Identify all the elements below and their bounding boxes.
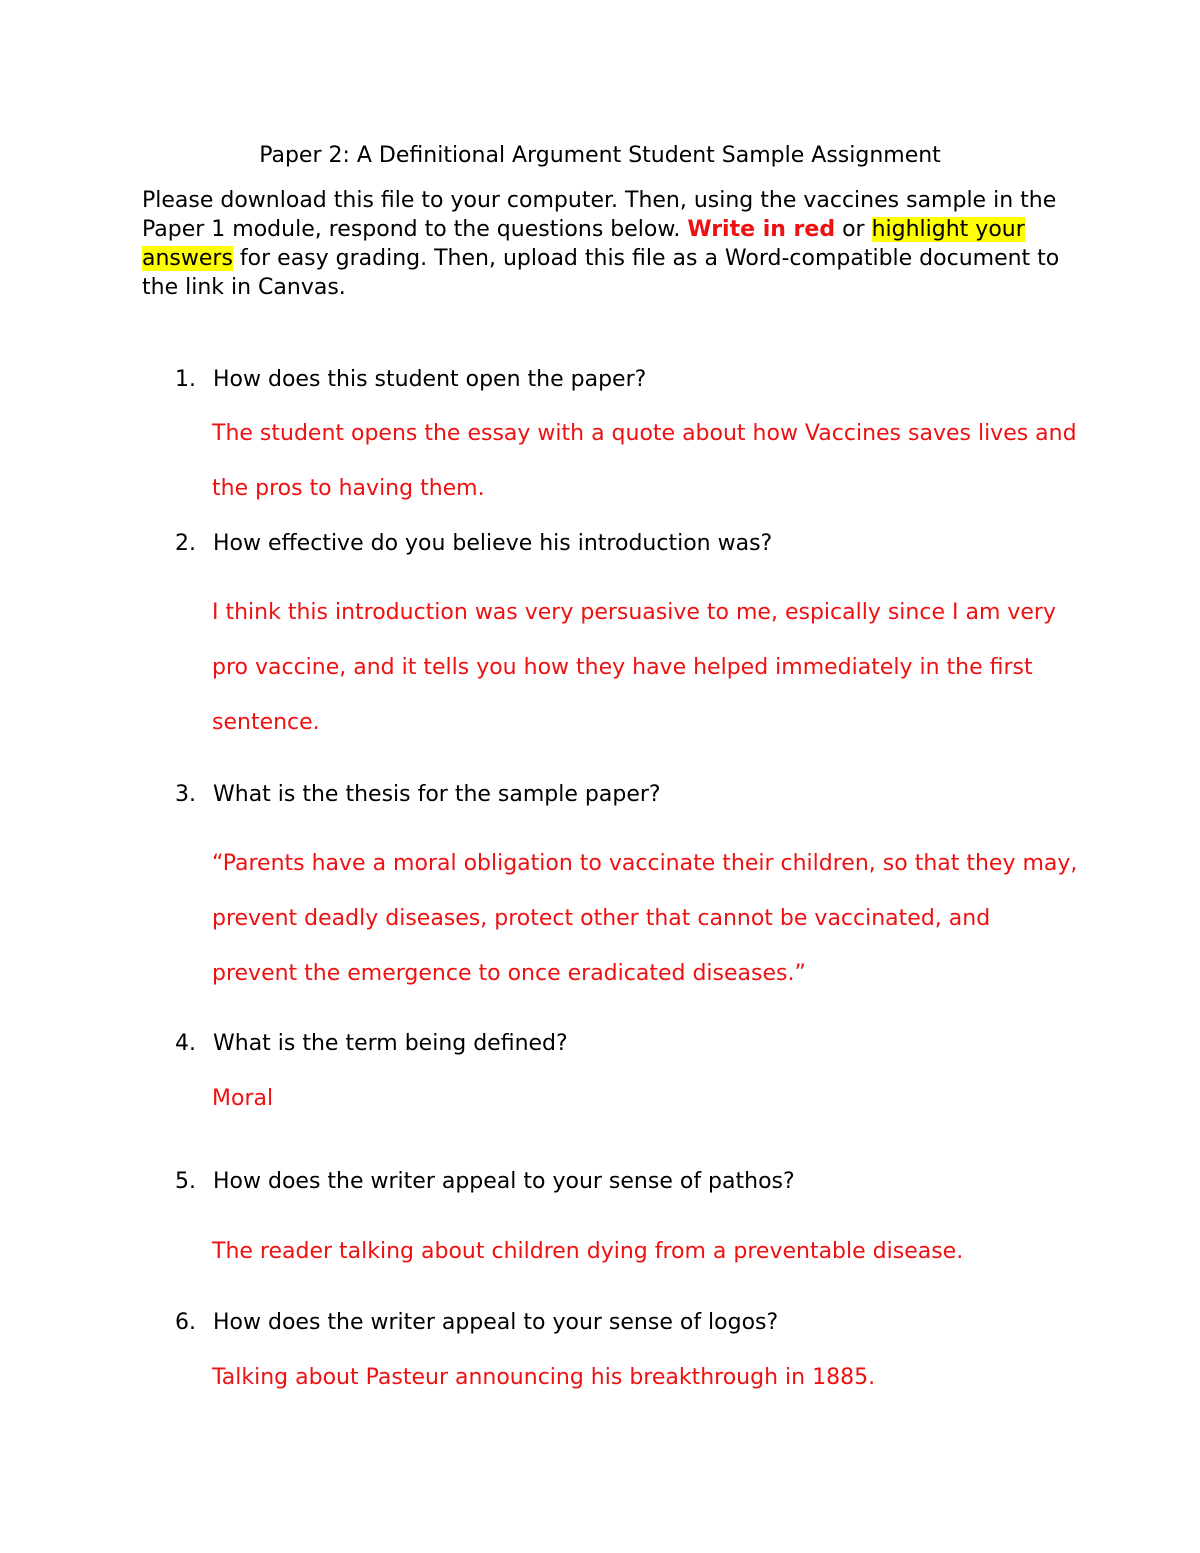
answer-2: I think this introduction was very persuasive to me, espically since I am very pro vaccine, and it tells you how they have helped immediately in the first sentence. bbox=[212, 600, 1056, 735]
question-number: 4. bbox=[175, 1031, 196, 1056]
question-text: What is the term being defined? bbox=[213, 1031, 568, 1056]
instructions-text-end: for easy grading. Then, upload this file as a Word-compatible document to the link in Canvas. bbox=[142, 246, 1060, 300]
write-in-red-text: Write in red bbox=[687, 217, 836, 242]
question-3 bbox=[175, 781, 1075, 809]
question-2 bbox=[175, 530, 1075, 558]
question-1 bbox=[175, 366, 1075, 394]
answer-4: Moral bbox=[212, 1086, 274, 1111]
question-text: What is the thesis for the sample paper? bbox=[213, 782, 661, 807]
question-number: 5. bbox=[175, 1169, 196, 1194]
instructions-text-or: or bbox=[835, 217, 872, 242]
question-6 bbox=[175, 1309, 1075, 1337]
answer-3: “Parents have a moral obligation to vaccinate their children, so that they may, prevent deadly diseases, protect other that cannot be vaccinated, and prevent the emergence to once eradicated diseases.” bbox=[212, 851, 1078, 986]
question-4 bbox=[175, 1030, 1075, 1058]
answer-6: Talking about Pasteur announcing his breakthrough in 1885. bbox=[212, 1365, 876, 1390]
instructions-text: Please download this file to your computer. Then, using the vaccines sample in the Paper 1 module, respond to the questions below. bbox=[142, 188, 1057, 242]
question-text: How does the writer appeal to your sense of pathos? bbox=[213, 1169, 795, 1194]
answer-1: The student opens the essay with a quote about how Vaccines saves lives and the pros to having them. bbox=[212, 421, 1077, 501]
question-number: 3. bbox=[175, 782, 196, 807]
highlight-answers-text: highlight your answers bbox=[142, 217, 1025, 271]
question-number: 1. bbox=[175, 367, 196, 392]
question-text: How does this student open the paper? bbox=[213, 367, 647, 392]
instructions-paragraph bbox=[142, 186, 1062, 302]
question-text: How effective do you believe his introduction was? bbox=[213, 531, 773, 556]
question-number: 2. bbox=[175, 531, 196, 556]
question-text: How does the writer appeal to your sense of logos? bbox=[213, 1310, 779, 1335]
document-title: Paper 2: A Definitional Argument Student Sample Assignment bbox=[259, 143, 941, 168]
answer-5: The reader talking about children dying from a preventable disease. bbox=[212, 1239, 964, 1264]
question-number: 6. bbox=[175, 1310, 196, 1335]
question-5 bbox=[175, 1168, 1075, 1196]
